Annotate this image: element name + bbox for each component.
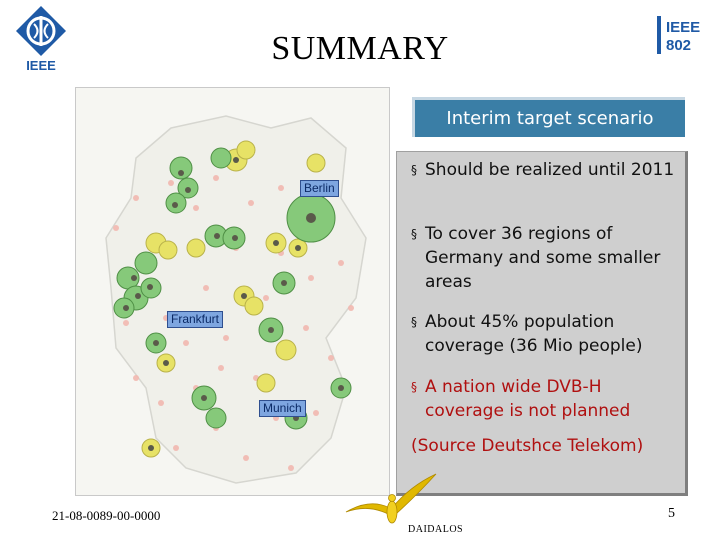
- source-note: (Source Deutshce Telekom): [411, 436, 644, 456]
- ieee-logo-text: IEEE: [26, 58, 56, 73]
- bullet-text: To cover 36 regions of Germany and some smaller areas: [425, 224, 661, 292]
- bullet-marker-icon: §: [411, 163, 417, 177]
- bullet-text: Should be realized until 2011: [425, 160, 675, 180]
- document-id: 21-08-0089-00-0000: [52, 508, 161, 523]
- panel-title: Interim target scenario: [412, 97, 685, 137]
- bullet-not-planned: [411, 375, 679, 423]
- summary-panel: [396, 151, 688, 496]
- bullet-regions: [411, 222, 679, 294]
- city-label-berlin: Berlin: [300, 180, 339, 197]
- germany-coverage-map-icon: [75, 87, 390, 496]
- page-title: SUMMARY: [271, 30, 449, 67]
- ieee-802-logo-icon: [656, 14, 704, 56]
- bullet-marker-icon: §: [411, 227, 417, 241]
- bullet-population: [411, 310, 679, 358]
- bullet-marker-icon: §: [411, 380, 417, 394]
- bullet-text: A nation wide DVB-H coverage is not planned: [425, 377, 631, 421]
- bullet-marker-icon: §: [411, 315, 417, 329]
- bullet-text: About 45% population coverage (36 Mio people): [425, 312, 643, 356]
- page-number: 5: [668, 506, 675, 521]
- daidalos-label: DAIDALOS: [408, 524, 464, 535]
- ieee-802-line2: 802: [666, 37, 692, 54]
- city-label-munich: Munich: [259, 400, 306, 417]
- bullet-realized: [411, 158, 679, 182]
- city-label-frankfurt: Frankfurt: [167, 311, 223, 328]
- ieee-802-line1: IEEE: [666, 19, 701, 36]
